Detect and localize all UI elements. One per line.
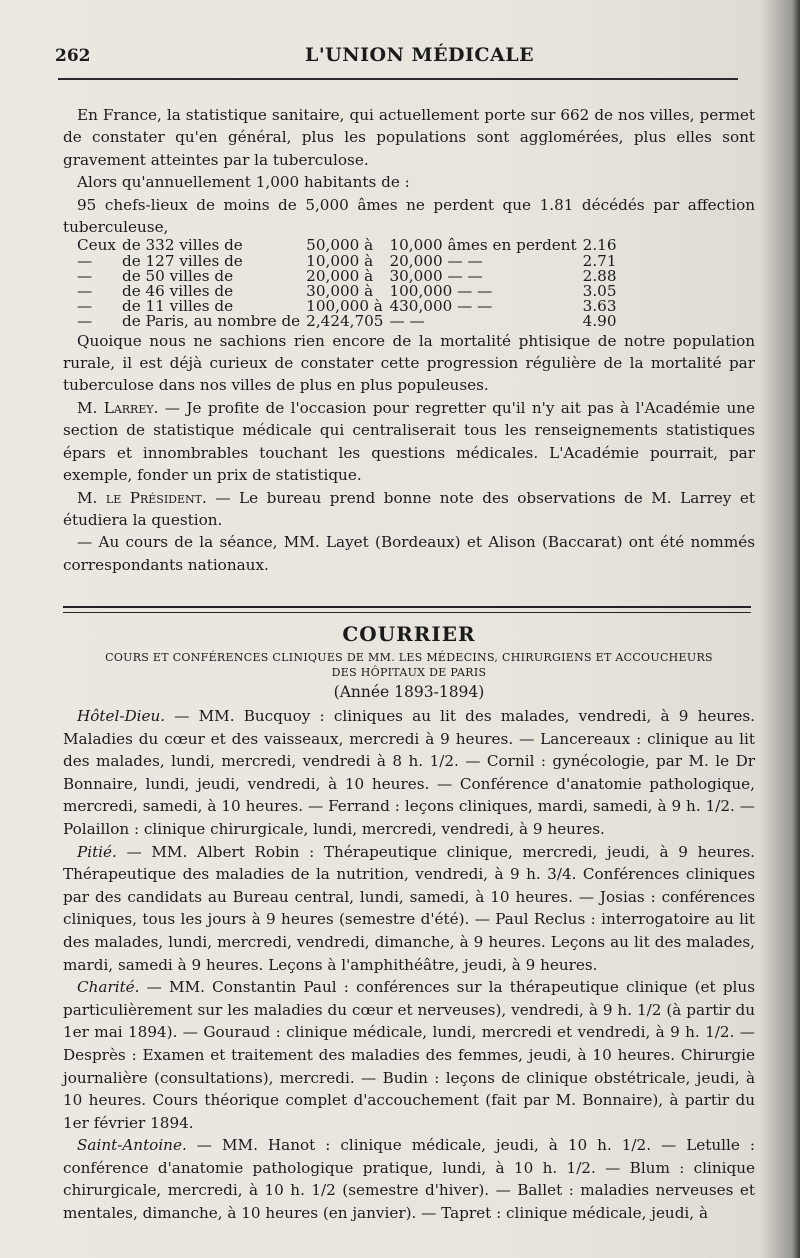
section-title: COURRIER (342, 622, 476, 646)
mortality-cell: de 46 villes de (121, 282, 234, 301)
mortality-cell: 30,000 — — (389, 266, 483, 285)
hospital-name: Hôtel-Dieu. (77, 707, 166, 725)
mortality-cell: 2,424,705 (306, 312, 384, 331)
mortality-cell: de Paris, au nombre de (121, 312, 301, 331)
larrey-text: — Je profite de l'occasion pour regretter qu'il n'y ait pas à l'Académie une section de statistique médicale qui centraliserait tous les renseignements statistiques épars et innombrables touchant les questions médicales. L'Académie pourrait, par exemple, fonder un prix de statistique. (63, 398, 755, 485)
section-subtitle-2: DES HÔPITAUX DE PARIS (331, 666, 487, 679)
mortality-cell: 100,000 — — (389, 282, 493, 301)
mortality-cell: 30,000 à (306, 282, 374, 301)
paragraph-president (63, 487, 755, 532)
mortality-cell: Ceux (77, 236, 116, 255)
entry-hotel-dieu (63, 705, 755, 841)
mortality-cell: 10,000 âmes en perdent (389, 236, 577, 255)
entry-text: — MM. Bucquoy : cliniques au lit des malades, vendredi, à 9 heures. Maladies du cœur et des vaisseaux, mercredi à 9 heures. — Lancereaux : clinique au lit des malades, lundi, mercredi, vendredi à 8 h. 1/2. — Cornil : gynécologie, par M. le Dr Bonnaire, lundi, jeudi, vendredi, à 10 heures. — Conférence d'anatomie pathologique, mercredi, samedi, à 10 heures. — Ferrand : leçons cliniques, mardi, samedi, à 9 h. 1/2. — Polaillon : clinique chirurgicale, lundi, mercredi, vendredi, à 9 heures. (63, 707, 755, 838)
mortality-cell: de 127 villes de (121, 251, 243, 270)
mortality-cell: — — (389, 312, 425, 331)
header-rule (58, 78, 738, 80)
mortality-cell: — (77, 266, 93, 285)
course-listings (63, 705, 755, 1225)
entry-text: — MM. Hanot : clinique médicale, jeudi, à 10 h. 1/2. — Letulle : conférence d'anatomie pathologique pratique, lundi, à 10 h. 1/2. — Blum : clinique chirurgicale, mercredi, à 10 h. 1/2 (semestre d'hiver). — Ballet : maladies nerveuses et mentales, dimanche, à 10 heures (en janvier). — Tapret : clinique médicale, jeudi, à (63, 1136, 755, 1223)
hospital-name: Charité. (77, 978, 140, 997)
paragraph-rural: Quoique nous ne sachions rien encore de la mortalité phtisique de notre population rurale, il est déjà curieux de constater cette progression régulière de la mortalité par tuberculose dans nos villes de plus en plus populeuses. (63, 331, 755, 395)
entry-text: — MM. Albert Robin : Thérapeutique clinique, mercredi, jeudi, à 9 heures. Thérapeutique des maladies de la nutrition, vendredi, à 9 h. 3/4. Conférences cliniques par des candidats au Bureau central, lundi, samedi, à 10 heures. — Josias : conférences cliniques, tous les jours à 9 heures (semestre d'été). — Paul Reclus : interrogatoire au lit des malades, lundi, mercredi, vendredi, dimanche, à 9 heures. Leçons au lit des malades, mardi, samedi à 9 heures. Leçons à l'amphithéâtre, jeudi, à 9 heures. (63, 842, 755, 974)
paragraph-statistics-intro: En France, la statistique sanitaire, qui actuellement porte sur 662 de nos villes, permet de constater qu'en général, plus les populations sont agglomérées, plus elles sont gravement atteintes par la tuberculose. (63, 106, 755, 169)
paragraph-annual: Alors qu'annuellement 1,000 habitants de : (77, 173, 410, 192)
mortality-cell: de 50 villes de (121, 266, 234, 285)
mortality-cell: 430,000 — — (389, 297, 493, 316)
entry-charite (63, 976, 755, 1134)
mortality-cell: 100,000 à (306, 297, 383, 316)
mortality-cell: — (77, 251, 93, 270)
mortality-cell: 4.90 (582, 312, 617, 331)
hospital-name: Saint-Antoine. (77, 1136, 187, 1155)
mortality-cell: — (77, 312, 93, 331)
mortality-table (77, 238, 623, 329)
mortality-cell: 10,000 à (306, 251, 374, 270)
mortality-cell: 2.88 (582, 266, 617, 285)
mortality-cell: 20,000 à (306, 266, 374, 285)
mortality-cell: — (77, 297, 93, 316)
article-body (63, 104, 755, 576)
mortality-cell: — (77, 282, 93, 301)
mortality-cell: de 332 villes de (121, 236, 243, 255)
mortality-cell: 50,000 à (306, 236, 374, 255)
mortality-row (77, 314, 623, 329)
section-subtitle-1: COURS ET CONFÉRENCES CLINIQUES DE MM. LES MÉDECINS, CHIRURGIENS ET ACCOUCHEURS (105, 651, 713, 664)
paragraph-chefs-lieux: 95 chefs-lieux de moins de 5,000 âmes ne perdent que 1.81 décédés par affection tuberculeuse, (63, 195, 755, 237)
hospital-name: Pitié. (77, 842, 117, 861)
mortality-cell: de 11 villes de (121, 297, 234, 316)
speaker-larrey: M. Larrey. (77, 398, 159, 417)
courrier-section (63, 618, 755, 1225)
mortality-cell: 3.63 (582, 297, 617, 316)
entry-saint-antoine (63, 1134, 755, 1224)
mortality-cell: 3.05 (582, 282, 617, 301)
running-head (55, 44, 740, 72)
president-text: — Le bureau prend bonne note des observations de M. Larrey et étudiera la question. (63, 488, 755, 529)
page-number: 262 (55, 46, 91, 66)
section-divider (63, 606, 751, 613)
speaker-president: M. le Président. (77, 488, 207, 507)
entry-pitie (63, 841, 755, 977)
mortality-cell: 20,000 — — (389, 251, 483, 270)
journal-title: L'UNION MÉDICALE (305, 44, 535, 66)
section-year: (Année 1893-1894) (333, 683, 485, 701)
mortality-cell: 2.71 (582, 251, 617, 270)
paragraph-nominations: — Au cours de la séance, MM. Layet (Bordeaux) et Alison (Baccarat) ont été nommés correspondants nationaux. (63, 533, 755, 574)
entry-text: — MM. Constantin Paul : conférences sur la thérapeutique clinique (et plus particulièrement sur les maladies du cœur et nerveuses), vendredi, à 9 h. 1/2 (à partir du 1er mai 1894). — Gouraud : clinique médicale, lundi, mercredi et vendredi, à 9 h. 1/2. — Desprès : Examen et traitement des maladies des femmes, jeudi, à 10 heures. Chirurgie journalière (consultations), mercredi. — Budin : leçons de clinique obstétricale, jeudi, à 10 heures. Cours théorique complet d'accouchement (fait par M. Bonnaire), à partir du 1er février 1894. (63, 978, 755, 1132)
paragraph-larrey (63, 397, 755, 487)
mortality-cell: 2.16 (582, 236, 617, 255)
